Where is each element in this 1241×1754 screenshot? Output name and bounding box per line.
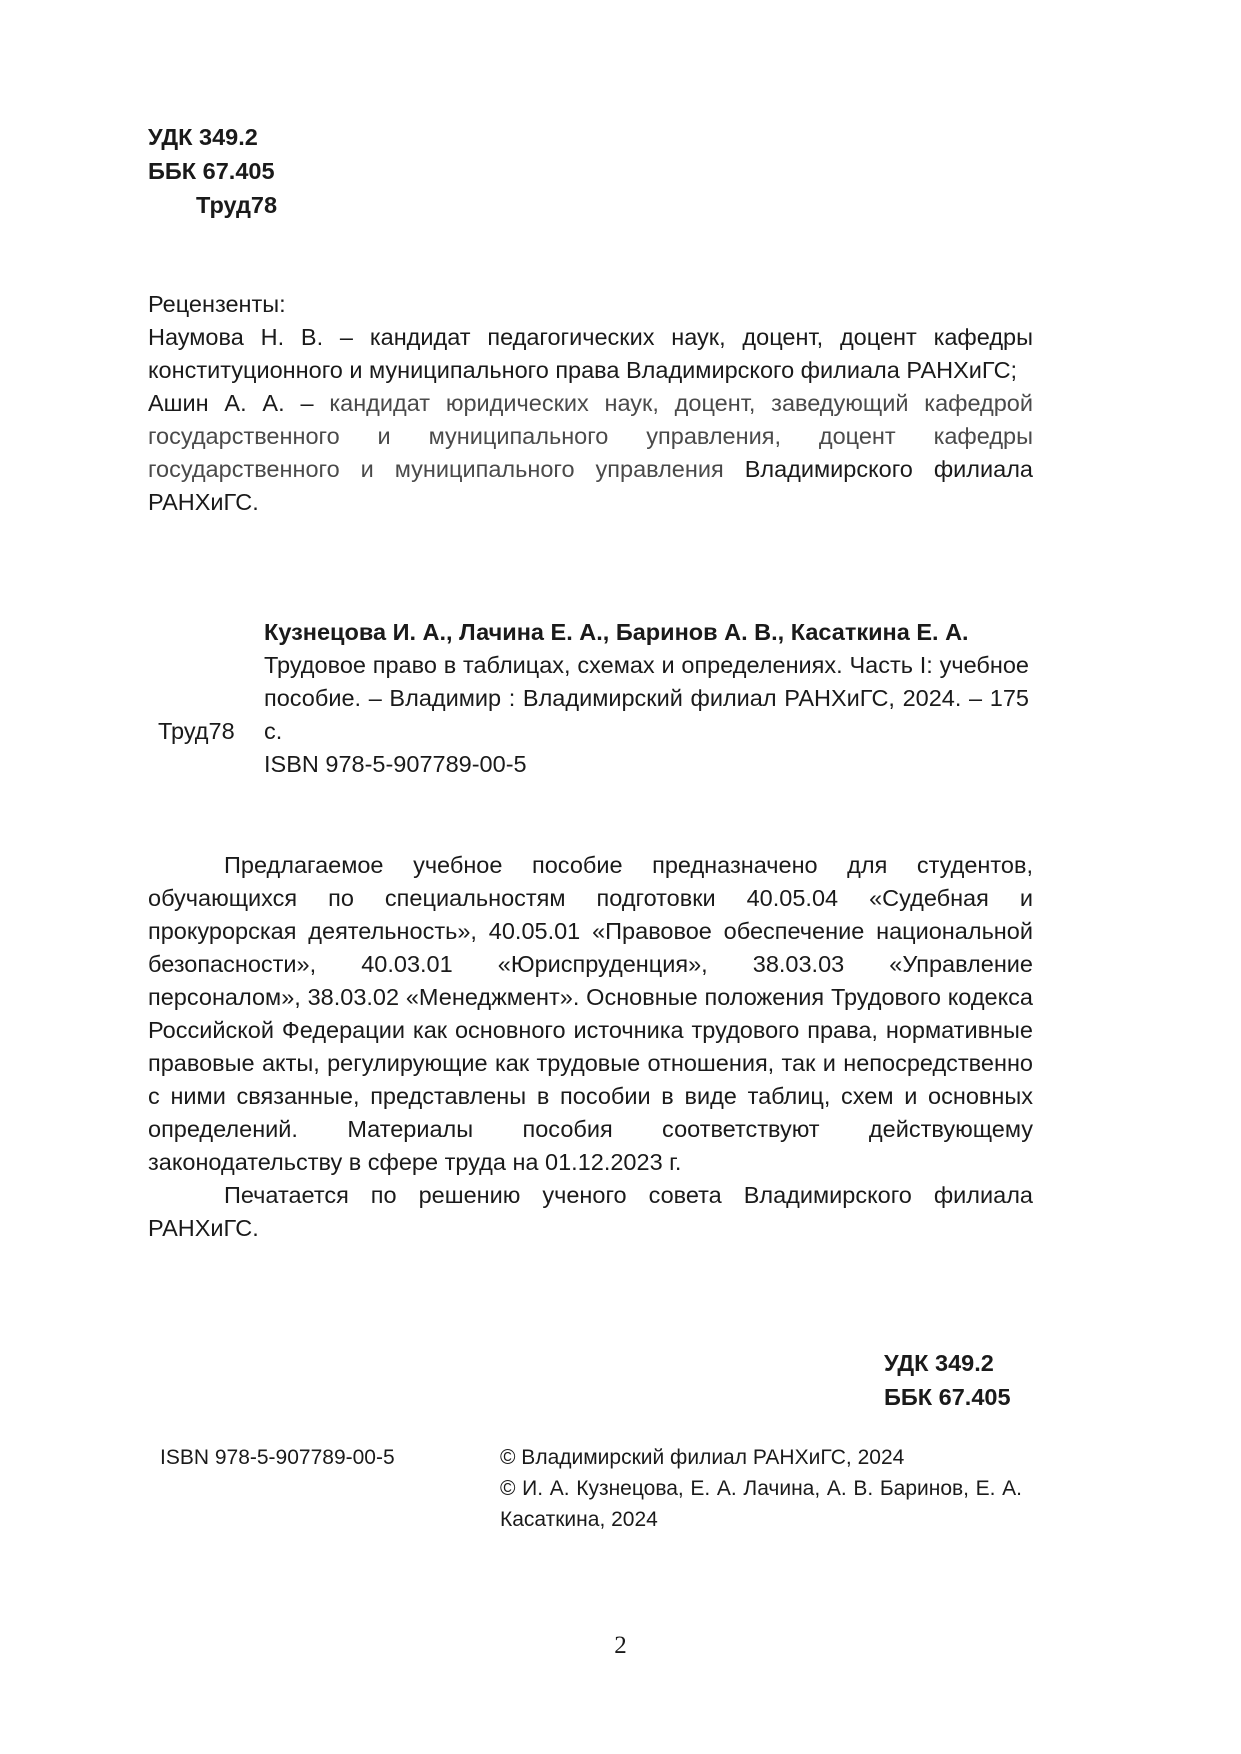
authors-line: Кузнецова И. А., Лачина Е. А., Баринов А. В., Касаткина Е. А.: [264, 619, 969, 645]
udk-code: УДК 349.2: [148, 124, 258, 150]
reviewers-block: [148, 288, 1033, 519]
reviewer-2: [148, 387, 1033, 519]
bbk-code-bottom: ББК 67.405: [884, 1384, 1011, 1410]
classification-bottom: [884, 1346, 1011, 1414]
reviewer-2-title: кандидат юридических наук, доцент, заведующий кафедрой государственного и муниципального управления, доцент кафедры государственного и муниципального управления: [148, 390, 1034, 482]
isbn-line: ISBN 978-5-907789-00-5: [264, 751, 527, 777]
book-description: Трудовое право в таблицах, схемах и определениях. Часть I: учебное пособие. – Владимир : Владимирский филиал РАНХиГС, 2024. – 175 с.: [264, 652, 1029, 744]
reviewer-2-affiliation: Владимирского филиала РАНХиГС.: [148, 456, 1033, 515]
isbn-imprint: ISBN 978-5-907789-00-5: [160, 1446, 395, 1469]
abstract-paragraph-1: Предлагаемое учебное пособие предназначено для студентов, обучающихся по специальностям подготовки 40.05.04 «Судебная и прокурорская деятельность», 40.05.01 «Правовое обеспечение национальной безопасности», 40.03.01 «Юриспруденция», 38.03.03 «Управление персоналом», 38.03.02 «Менеджмент». Основные положения Трудового кодекса Российской Федерации как основного источника трудового права, нормативные правовые акты, регулирующие как трудовые отношения, так и непосредственно с ними связанные, представлены в пособии в виде таблиц, схем и основных определений. Материалы пособия соответствуют действующему законодательству в сфере труда на 01.12.2023 г.: [148, 852, 1033, 1175]
author-sign-left: Труд78: [158, 718, 235, 744]
reviewer-2-name: Ашин А. А. –: [148, 390, 314, 416]
author-sign: Труд78: [196, 192, 278, 218]
udk-code-bottom: УДК 349.2: [884, 1350, 994, 1376]
bbk-code: ББК 67.405: [148, 158, 275, 184]
page-number: 2: [614, 1632, 627, 1659]
copyright-block: [500, 1442, 1022, 1535]
copyright-authors: © И. А. Кузнецова, Е. А. Лачина, А. В. Баринов, Е. А. Касаткина, 2024: [500, 1477, 1022, 1531]
reviewers-heading: Рецензенты:: [148, 291, 286, 317]
abstract-paragraph-2: Печатается по решению ученого совета Владимирского филиала РАНХиГС.: [148, 1182, 1033, 1241]
abstract-block: [148, 849, 1033, 1245]
copyright-publisher: © Владимирский филиал РАНХиГС, 2024: [500, 1446, 905, 1469]
classification-top: [148, 120, 277, 222]
reviewer-1: Наумова Н. В. – кандидат педагогических наук, доцент, доцент кафедры конституционного и муниципального права Владимирского филиала РАНХиГС;: [148, 324, 1033, 383]
